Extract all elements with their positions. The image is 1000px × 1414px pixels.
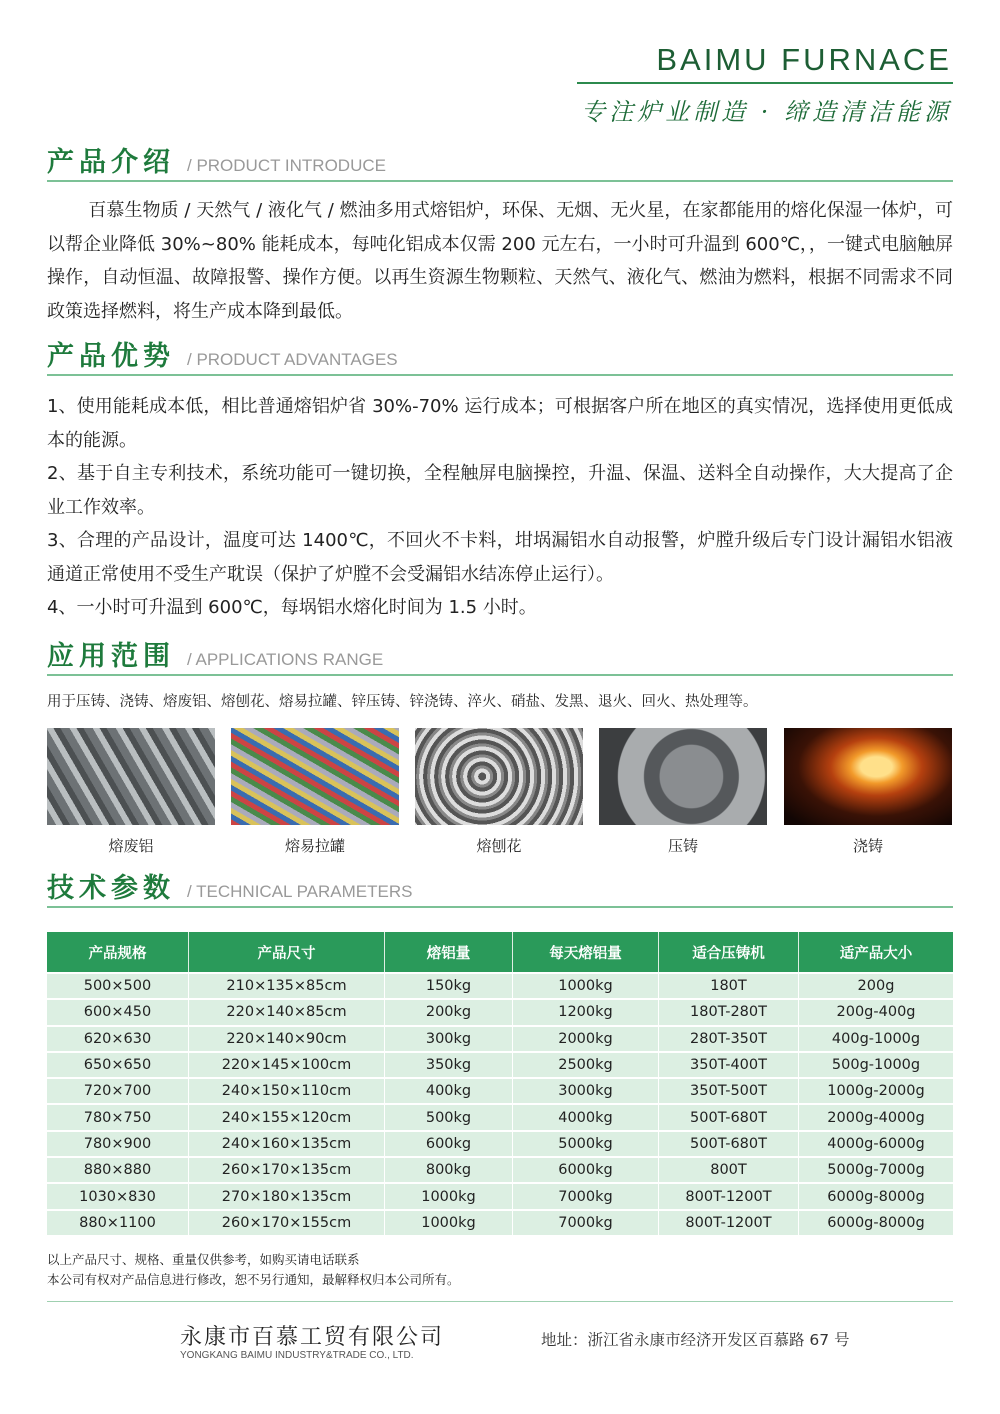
section-intro-heading: [47, 140, 386, 179]
note: 以上产品尺寸、规格、重量仅供参考，如购买请电话联系: [47, 1252, 360, 1267]
table-cell: 1000kg: [513, 974, 659, 998]
table-cell: 880×1100: [47, 1211, 189, 1235]
table-cell: 780×900: [47, 1132, 189, 1156]
image-caption: 压铸: [667, 837, 698, 855]
image-caption: 浇铸: [852, 837, 883, 855]
table-cell: 220×145×100cm: [189, 1053, 385, 1077]
address: 地址：浙江省永康市经济开发区百慕路 67 号: [541, 1331, 850, 1349]
table-cell: 1030×830: [47, 1184, 189, 1208]
table-cell: 720×700: [47, 1079, 189, 1103]
divider: [577, 82, 953, 84]
slogan: 专注炉业制造 · 缔造清洁能源: [581, 98, 952, 126]
table-cell: 500×500: [47, 974, 189, 998]
table-cell: 6000g-8000g: [799, 1211, 953, 1235]
column-header: 适产品大小: [799, 932, 953, 972]
table-cell: 350T-500T: [659, 1079, 799, 1103]
section-title: 产品介绍: [47, 147, 175, 178]
table-cell: 500T-680T: [659, 1132, 799, 1156]
column-header: 产品尺寸: [189, 932, 385, 972]
table-cell: 500g-1000g: [799, 1053, 953, 1077]
section-subtitle: / PRODUCT ADVANTAGES: [187, 350, 398, 369]
table-cell: 7000kg: [513, 1184, 659, 1208]
divider: [47, 906, 953, 908]
company-name-en: YONGKANG BAIMU INDUSTRY&TRADE CO., LTD.: [180, 1350, 414, 1361]
table-cell: 6000kg: [513, 1158, 659, 1182]
table-cell: 270×180×135cm: [189, 1184, 385, 1208]
table-cell: 180T-280T: [659, 1000, 799, 1024]
table-cell: 350T-400T: [659, 1053, 799, 1077]
advantage-item: 4、一小时可升温到 600℃，每埚铝水熔化时间为 1.5 小时。: [47, 597, 537, 618]
table-cell: 650×650: [47, 1053, 189, 1077]
table-row: [47, 1105, 953, 1129]
table-cell: 1000kg: [385, 1184, 513, 1208]
table-cell: 620×630: [47, 1027, 189, 1051]
table-cell: 800T-1200T: [659, 1211, 799, 1235]
table-cell: 400g-1000g: [799, 1027, 953, 1051]
table-cell: 150kg: [385, 974, 513, 998]
table-cell: 260×170×135cm: [189, 1158, 385, 1182]
table-cell: 1200kg: [513, 1000, 659, 1024]
table-cell: 240×155×120cm: [189, 1105, 385, 1129]
advantages-list: [47, 390, 953, 625]
table-cell: 300kg: [385, 1027, 513, 1051]
table-row: [47, 1053, 953, 1077]
table-cell: 210×135×85cm: [189, 974, 385, 998]
section-subtitle: / TECHNICAL PARAMETERS: [187, 882, 413, 901]
divider: [47, 1301, 953, 1302]
table-cell: 200g: [799, 974, 953, 998]
note: 本公司有权对产品信息进行修改，恕不另行通知，最解释权归本公司所有。: [47, 1272, 460, 1287]
table-row: [47, 1027, 953, 1051]
table-cell: 800kg: [385, 1158, 513, 1182]
table-cell: 880×880: [47, 1158, 189, 1182]
table-cell: 220×140×90cm: [189, 1027, 385, 1051]
table-cell: 2000g-4000g: [799, 1105, 953, 1129]
table-cell: 400kg: [385, 1079, 513, 1103]
divider: [47, 674, 953, 676]
section-advantages-heading: [47, 334, 398, 373]
table-cell: 780×750: [47, 1105, 189, 1129]
company-name: 永康市百慕工贸有限公司: [180, 1325, 445, 1350]
section-title: 应用范围: [47, 641, 175, 672]
table-row: [47, 1184, 953, 1208]
table-cell: 7000kg: [513, 1211, 659, 1235]
column-header: 产品规格: [47, 932, 189, 972]
table-cell: 800T-1200T: [659, 1184, 799, 1208]
table-cell: 220×140×85cm: [189, 1000, 385, 1024]
table-cell: 280T-350T: [659, 1027, 799, 1051]
image-caption: 熔废铝: [108, 837, 154, 855]
divider: [47, 180, 953, 182]
brand-title: BAIMU FURNACE: [656, 42, 952, 77]
table-cell: 6000g-8000g: [799, 1184, 953, 1208]
image-caption: 熔刨花: [476, 837, 522, 855]
table-cell: 240×150×110cm: [189, 1079, 385, 1103]
section-title: 产品优势: [47, 341, 175, 372]
table-cell: 240×160×135cm: [189, 1132, 385, 1156]
column-header: 适合压铸机: [659, 932, 799, 972]
advantage-item: 3、合理的产品设计，温度可达 1400℃，不回火不卡料，坩埚漏铝水自动报警，炉膛升级后专门设计漏铝水铝液通道正常使用不受生产耽误（保护了炉膛不会受漏铝水结冻停止运行）。: [47, 530, 953, 585]
table-row: [47, 1211, 953, 1235]
table-cell: 500kg: [385, 1105, 513, 1129]
column-header: 每天熔铝量: [513, 932, 659, 972]
table-cell: 1000g-2000g: [799, 1079, 953, 1103]
scrap-aluminum-image: [47, 728, 215, 825]
table-body: [47, 974, 953, 1235]
table-cell: 600×450: [47, 1000, 189, 1024]
column-header: 熔铝量: [385, 932, 513, 972]
table-cell: 600kg: [385, 1132, 513, 1156]
table-row: [47, 1079, 953, 1103]
pouring-image: [784, 728, 952, 825]
table-cell: 2500kg: [513, 1053, 659, 1077]
table-cell: 3000kg: [513, 1079, 659, 1103]
table-cell: 350kg: [385, 1053, 513, 1077]
table-cell: 200g-400g: [799, 1000, 953, 1024]
section-title: 技术参数: [47, 873, 175, 904]
table-cell: 5000g-7000g: [799, 1158, 953, 1182]
table-cell: 2000kg: [513, 1027, 659, 1051]
parameters-table: [47, 930, 953, 1237]
section-params-heading: [47, 866, 412, 905]
cans-image: [231, 728, 399, 825]
table-cell: 4000g-6000g: [799, 1132, 953, 1156]
table-cell: 800T: [659, 1158, 799, 1182]
table-row: [47, 1132, 953, 1156]
intro-text: 百慕生物质 / 天然气 / 液化气 / 燃油多用式熔铝炉，环保、无烟、无火星，在家都能用的熔化保湿一体炉，可以帮企业降低 30%~80% 能耗成本，每吨化铝成本仅需 200 元左右，一小时可升温到 600℃，，一键式电脑触屏操作，自动恒温、故障报警、操作方便。以再生资源生物颗粒、天然气、液化气、燃油为燃料，根据不同需求不同政策选择燃料，将生产成本降到最低。: [47, 200, 953, 322]
section-subtitle: / PRODUCT INTRODUCE: [187, 156, 386, 175]
table-cell: 260×170×155cm: [189, 1211, 385, 1235]
section-applications-heading: [47, 634, 383, 673]
image-caption: 熔易拉罐: [284, 837, 345, 855]
table-cell: 200kg: [385, 1000, 513, 1024]
table-cell: 180T: [659, 974, 799, 998]
advantage-item: 2、基于自主专利技术，系统功能可一键切换，全程触屏电脑操控，升温、保温、送料全自动操作，大大提高了企业工作效率。: [47, 463, 953, 518]
table-cell: 500T-680T: [659, 1105, 799, 1129]
die-casting-image: [599, 728, 767, 825]
divider: [47, 374, 953, 376]
table-cell: 4000kg: [513, 1105, 659, 1129]
advantage-item: 1、使用能耗成本低，相比普通熔铝炉省 30%-70% 运行成本；可根据客户所在地区的真实情况，选择使用更低成本的能源。: [47, 396, 953, 451]
table-row: [47, 1158, 953, 1182]
table-row: [47, 1000, 953, 1024]
table-header-row: [47, 932, 953, 972]
table-cell: 1000kg: [385, 1211, 513, 1235]
table-row: [47, 974, 953, 998]
table-cell: 5000kg: [513, 1132, 659, 1156]
applications-text: 用于压铸、浇铸、熔废铝、熔刨花、熔易拉罐、锌压铸、锌浇铸、淬火、硝盐、发黑、退火、回火、热处理等。: [47, 694, 758, 710]
section-subtitle: / APPLICATIONS RANGE: [187, 650, 384, 669]
shavings-image: [415, 728, 583, 825]
